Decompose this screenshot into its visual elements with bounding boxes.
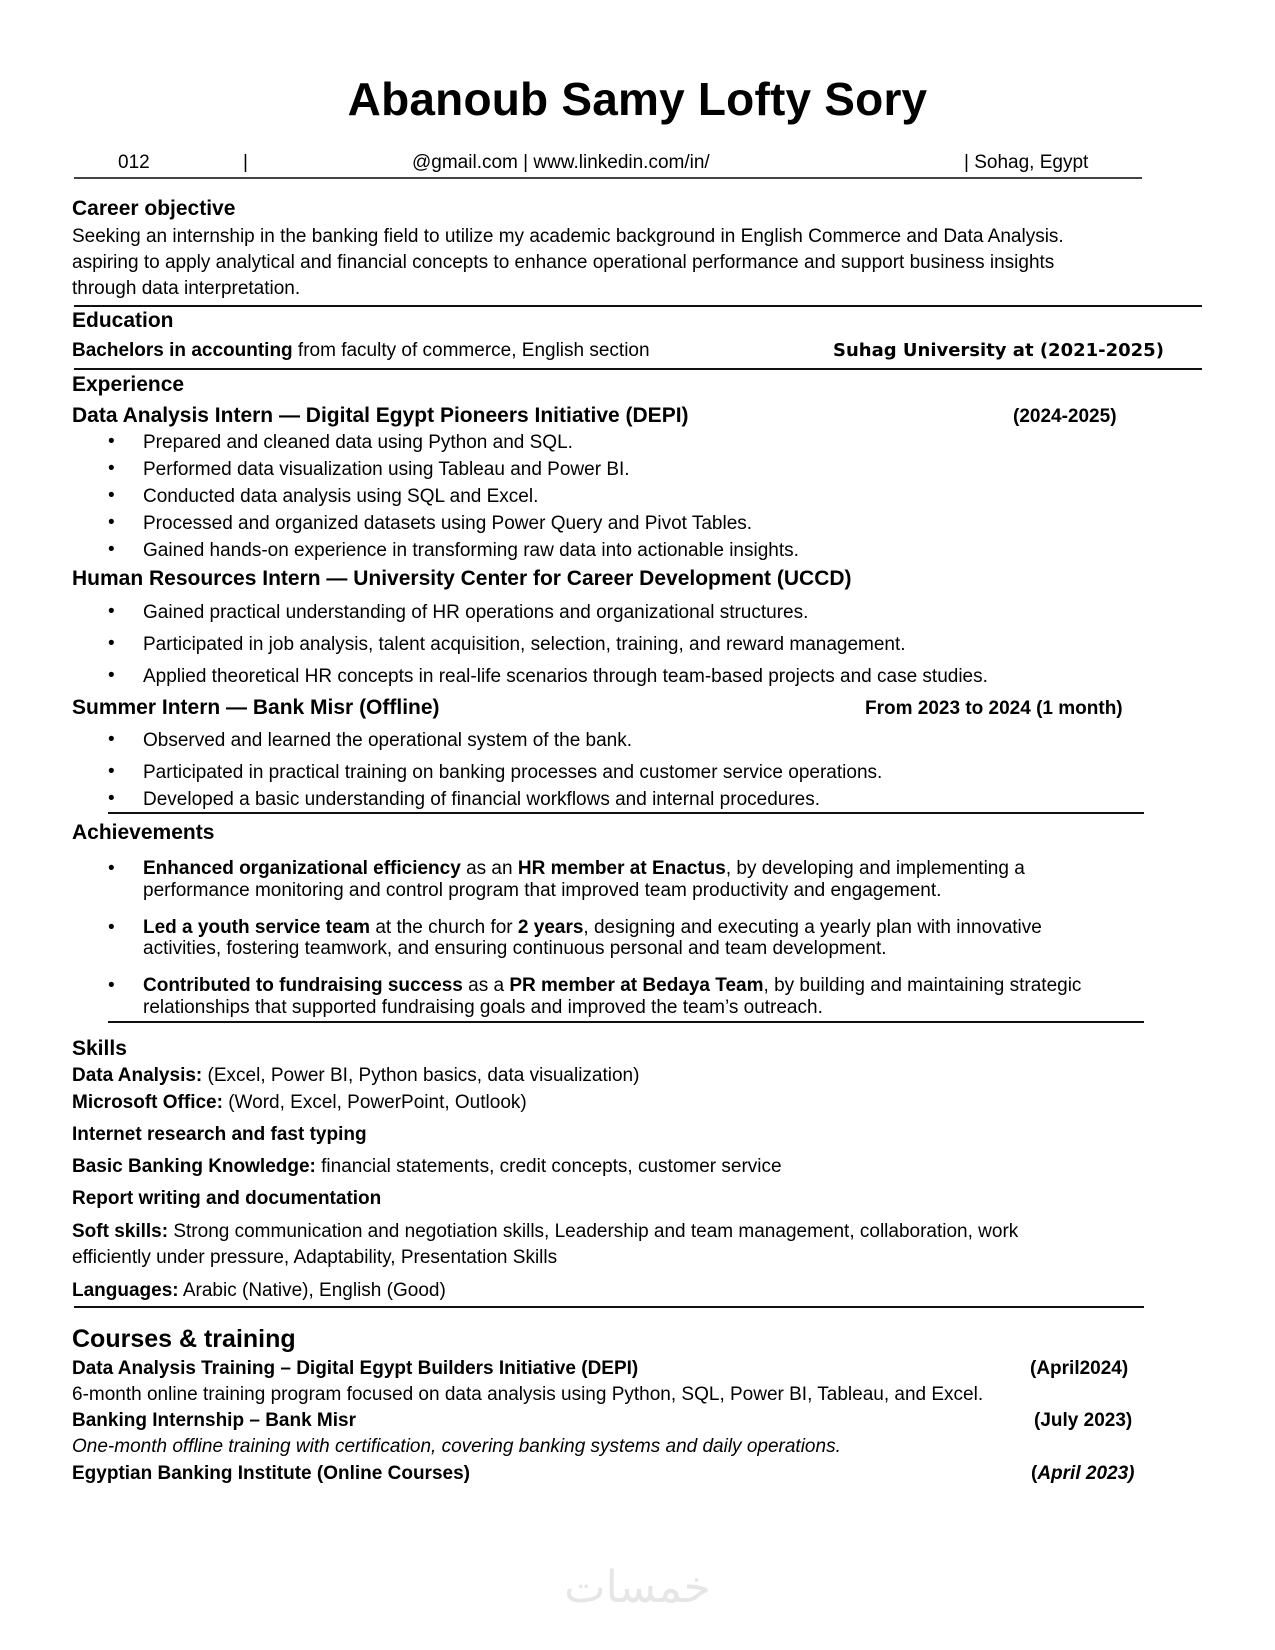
job-title: Human Resources Intern — University Center for Career Development (UCCD) [72,567,852,590]
course-title: Banking Internship – Bank Misr [72,1410,356,1431]
job-title: Summer Intern — Bank Misr (Offline) [72,696,440,719]
degree-detail: from faculty of commerce, English section [292,340,650,361]
bullet-icon: • [108,485,115,506]
achievements-heading: Achievements [72,821,215,844]
skill-label: Basic Banking Knowledge: [72,1156,316,1177]
education-heading: Education [72,309,174,332]
bullet-icon: • [108,458,115,479]
objective-line-2: aspiring to apply analytical and financial concepts to enhance operational performance and support business insights [72,252,1055,273]
courses-heading: Courses & training [72,1325,296,1353]
job-bullet: Gained hands-on experience in transforming raw data into actionable insights. [143,540,799,561]
contact-location: | Sohag, Egypt [964,152,1089,173]
section-divider [74,1306,1144,1308]
achievement-line-2: relationships that supported fundraising goals and improved the team’s outreach. [143,997,823,1018]
contact-email-linkedin[interactable]: @gmail.com | www.linkedin.com/in/ [412,152,710,173]
job-date: (2024-2025) [1013,406,1117,427]
bullet-icon: • [108,512,115,533]
education-school: Suhag University at (2021-2025) [833,340,1164,361]
bullet-icon: • [108,975,115,996]
achievement-highlight: PR member at Bedaya Team [509,975,764,996]
achievement-text: , by building and maintaining strategic [763,975,1082,996]
course-date: (July 2023) [1034,1410,1133,1431]
job-bullet: Observed and learned the operational system of the bank. [143,730,633,751]
job-bullet: Developed a basic understanding of financial workflows and internal procedures. [143,789,821,810]
course-date: (April2024) [1030,1358,1129,1379]
bullet-icon: • [108,917,115,938]
achievement-highlight: Enhanced organizational efficiency [143,858,461,879]
bullet-icon: • [108,431,115,452]
course-desc: One-month offline training with certification, covering banking systems and daily operations. [72,1436,841,1457]
course-desc: 6-month online training program focused on data analysis using Python, SQL, Power BI, Tableau, and Excel. [72,1384,984,1405]
skill-microsoft-office [72,1092,527,1114]
bullet-icon: • [108,601,115,622]
achievement-highlight: Led a youth service team [143,917,371,938]
bullet-icon: • [108,858,115,879]
experience-heading: Experience [72,373,185,396]
section-divider [74,305,1202,307]
course-title: Data Analysis Training – Digital Egypt Builders Initiative (DEPI) [72,1358,639,1379]
achievement-highlight: HR member at Enactus [517,858,726,879]
achievement-text: as an [460,858,518,879]
job-title: Data Analysis Intern — Digital Egypt Pioneers Initiative (DEPI) [72,404,689,427]
bullet-icon: • [108,633,115,654]
course-date [1031,1463,1134,1485]
job-bullet: Performed data visualization using Tableau and Power BI. [143,459,630,480]
achievement-text: , designing and executing a yearly plan with innovative [583,917,1042,938]
achievement-line-1 [143,858,1025,880]
achievement-highlight: 2 years [517,917,584,938]
achievement-line-1 [143,917,1042,939]
section-divider [108,1021,1144,1023]
skill-label: Microsoft Office: [72,1092,223,1113]
skill-label: Languages: [72,1280,179,1301]
date-paren: ( [1031,1463,1038,1484]
watermark-logo: خمسات [564,1562,711,1613]
bullet-icon: • [108,729,115,750]
skill-value: Strong communication and negotiation skills, Leadership and team management, collaboration, work [168,1221,1019,1242]
objective-line-3: through data interpretation. [72,278,301,299]
job-bullet: Participated in practical training on banking processes and customer service operations. [143,762,883,783]
skill-report: Report writing and documentation [72,1188,382,1209]
skill-soft [72,1221,1018,1243]
skill-value: (Word, Excel, PowerPoint, Outlook) [222,1092,527,1113]
skill-label: Data Analysis: [72,1065,203,1086]
achievement-line-2: performance monitoring and control program that improved team productivity and engagement. [143,880,942,901]
skill-label: Soft skills: [72,1221,169,1242]
job-date: From 2023 to 2024 (1 month) [865,698,1123,719]
skill-value: (Excel, Power BI, Python basics, data visualization) [202,1065,640,1086]
course-title: Egyptian Banking Institute (Online Courses) [72,1463,470,1484]
skill-banking [72,1156,782,1178]
achievement-highlight: Contributed to fundraising success [143,975,463,996]
job-bullet: Gained practical understanding of HR operations and organizational structures. [143,602,809,623]
skill-languages [72,1280,446,1302]
section-divider [74,368,1202,370]
contact-phone: 012 [118,152,150,173]
header-divider [74,177,1142,179]
achievement-text: at the church for [370,917,518,938]
bullet-icon: • [108,788,115,809]
job-bullet: Participated in job analysis, talent acquisition, selection, training, and reward management. [143,634,906,655]
candidate-name: Abanoub Samy Lofty Sory [347,73,928,125]
skill-data-analysis [72,1065,639,1087]
skills-heading: Skills [72,1037,127,1060]
education-degree [72,340,650,362]
job-bullet: Prepared and cleaned data using Python and SQL. [143,432,573,453]
bullet-icon: • [108,539,115,560]
date-value: April 2023) [1037,1463,1135,1484]
job-bullet: Processed and organized datasets using Power Query and Pivot Tables. [143,513,753,534]
achievement-line-1 [143,975,1081,997]
bullet-icon: • [108,665,115,686]
achievement-text: as a [462,975,510,996]
skill-soft-cont: efficiently under pressure, Adaptability, Presentation Skills [72,1247,558,1268]
contact-separator: | [243,152,248,173]
degree-title: Bachelors in accounting [72,340,293,361]
achievement-text: , by developing and implementing a [725,858,1025,879]
skill-value: Arabic (Native), English (Good) [178,1280,446,1301]
objective-heading: Career objective [72,197,236,220]
skill-internet: Internet research and fast typing [72,1124,367,1145]
achievement-line-2: activities, fostering teamwork, and ensuring continuous personal and team development. [143,938,887,959]
section-divider [108,812,1144,814]
objective-line-1: Seeking an internship in the banking field to utilize my academic background in English Commerce and Data Analysis. [72,226,1064,247]
bullet-icon: • [108,761,115,782]
job-bullet: Applied theoretical HR concepts in real-life scenarios through team-based projects and case studies. [143,666,988,687]
skill-value: financial statements, credit concepts, customer service [315,1156,782,1177]
job-bullet: Conducted data analysis using SQL and Excel. [143,486,539,507]
